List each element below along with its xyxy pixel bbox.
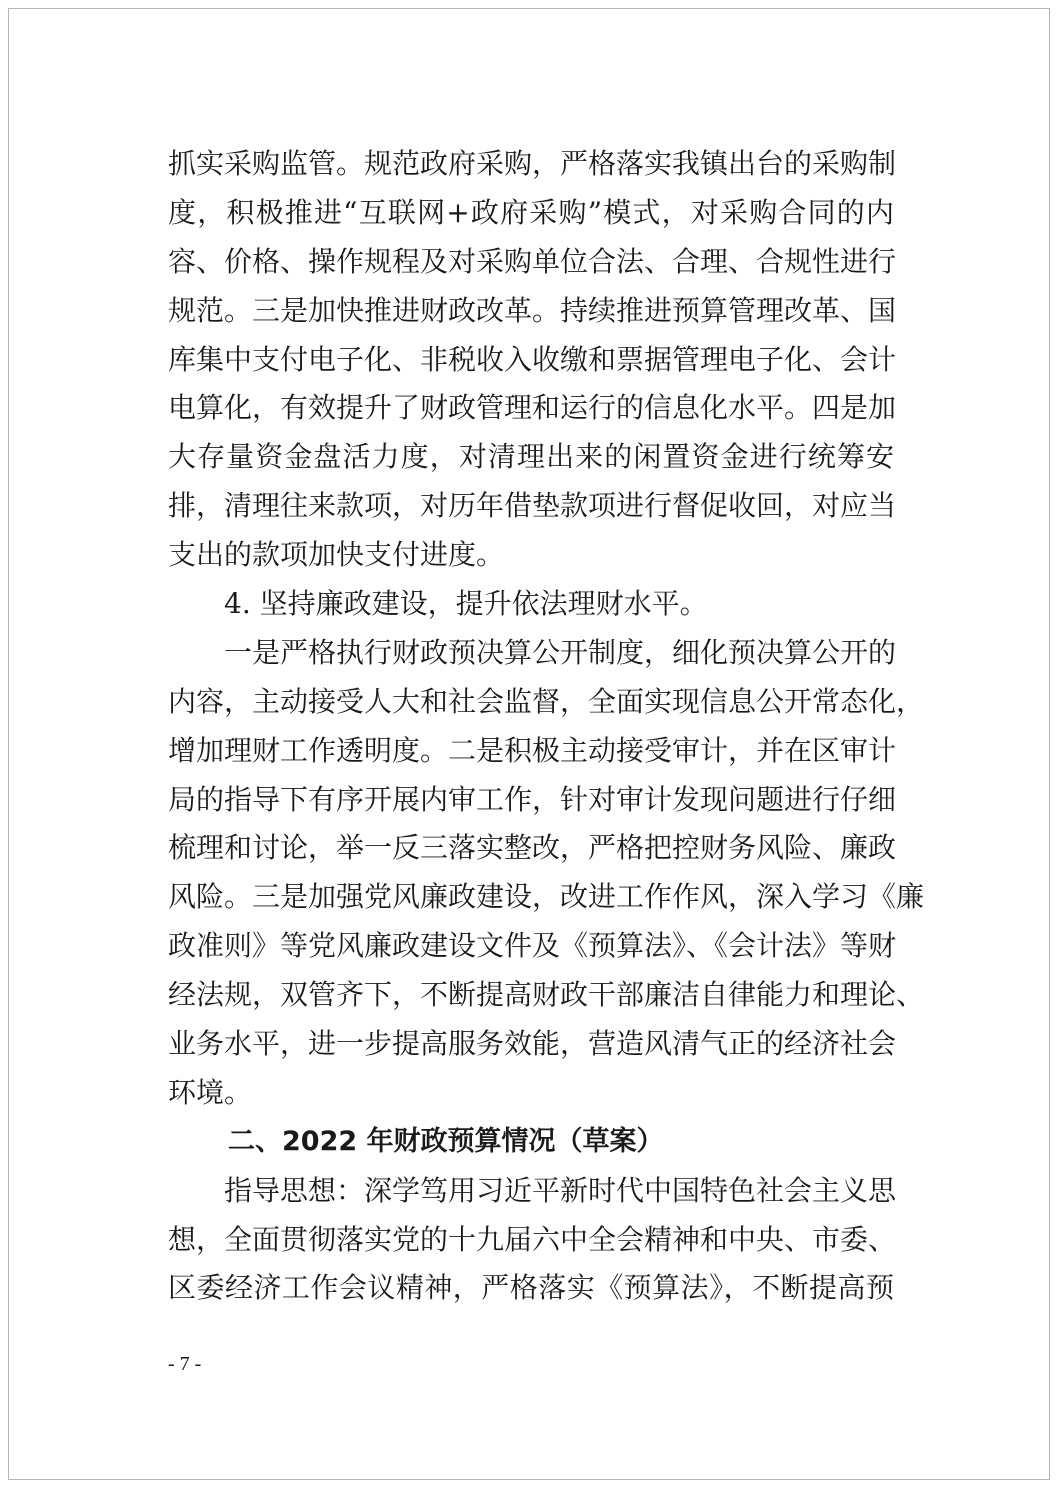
text-line: 指导思想：深学笃用习近平新时代中国特色社会主义思 <box>224 1173 897 1207</box>
text-line: 抓实采购监管。规范政府采购，严格落实我镇出台的采购制 <box>168 147 897 180</box>
text-line: 区委经济工作会议精神，严格落实《预算法》，不断提高预 <box>168 1271 894 1305</box>
text-line: 环境。 <box>168 1075 253 1109</box>
text-line: 内容，主动接受人大和社会监督，全面实现信息公开常态化， <box>168 684 925 718</box>
text-line: 想，全面贯彻落实党的十九届六中全会精神和中央、市委、 <box>168 1222 897 1256</box>
text-line: 风险。三是加强党风廉政建设，改进工作作风，深入学习《廉 <box>168 880 925 914</box>
text-line: 大存量资金盘活力度，对清理出来的闲置资金进行统筹安 <box>168 440 894 474</box>
text-line: 电算化，有效提升了财政管理和运行的信息化水平。四是加 <box>168 391 897 425</box>
text-line: 规范。三是加快推进财政改革。持续推进预算管理改革、国 <box>168 293 897 327</box>
text-line: 排，清理往来款项，对历年借垫款项进行督促收回，对应当 <box>168 489 897 523</box>
text-line: 增加理财工作透明度。二是积极主动接受审计，并在区审计 <box>168 733 897 767</box>
text-line: 度，积极推进“互联网+政府采购”模式，对采购合同的内 <box>168 195 894 229</box>
text-line: 库集中支付电子化、非税收入收缴和票据管理电子化、会计 <box>168 342 897 376</box>
text-line: 支出的款项加快支付进度。 <box>168 538 505 572</box>
text-line: 经法规，双管齐下，不断提高财政干部廉洁自律能力和理论、 <box>168 978 925 1012</box>
document-body <box>168 140 925 1313</box>
text-line: 4. 坚持廉政建设，提升依法理财水平。 <box>224 587 708 621</box>
text-line: 梳理和讨论，举一反三落实整改，严格把控财务风险、廉政 <box>168 831 897 865</box>
page-number: - 7 - <box>168 1353 202 1375</box>
text-line: 局的指导下有序开展内审工作，针对审计发现问题进行仔细 <box>168 782 897 816</box>
text-line: 容、价格、操作规程及对采购单位合法、合理、合规性进行 <box>168 244 897 278</box>
text-line: 一是严格执行财政预决算公开制度，细化预决算公开的 <box>224 635 897 669</box>
section-heading: 二、2022 年财政预算情况（草案） <box>228 1125 664 1157</box>
text-line: 政准则》等党风廉政建设文件及《预算法》、《会计法》等财 <box>168 929 897 963</box>
text-line: 业务水平，进一步提高服务效能，营造风清气正的经济社会 <box>168 1027 897 1061</box>
